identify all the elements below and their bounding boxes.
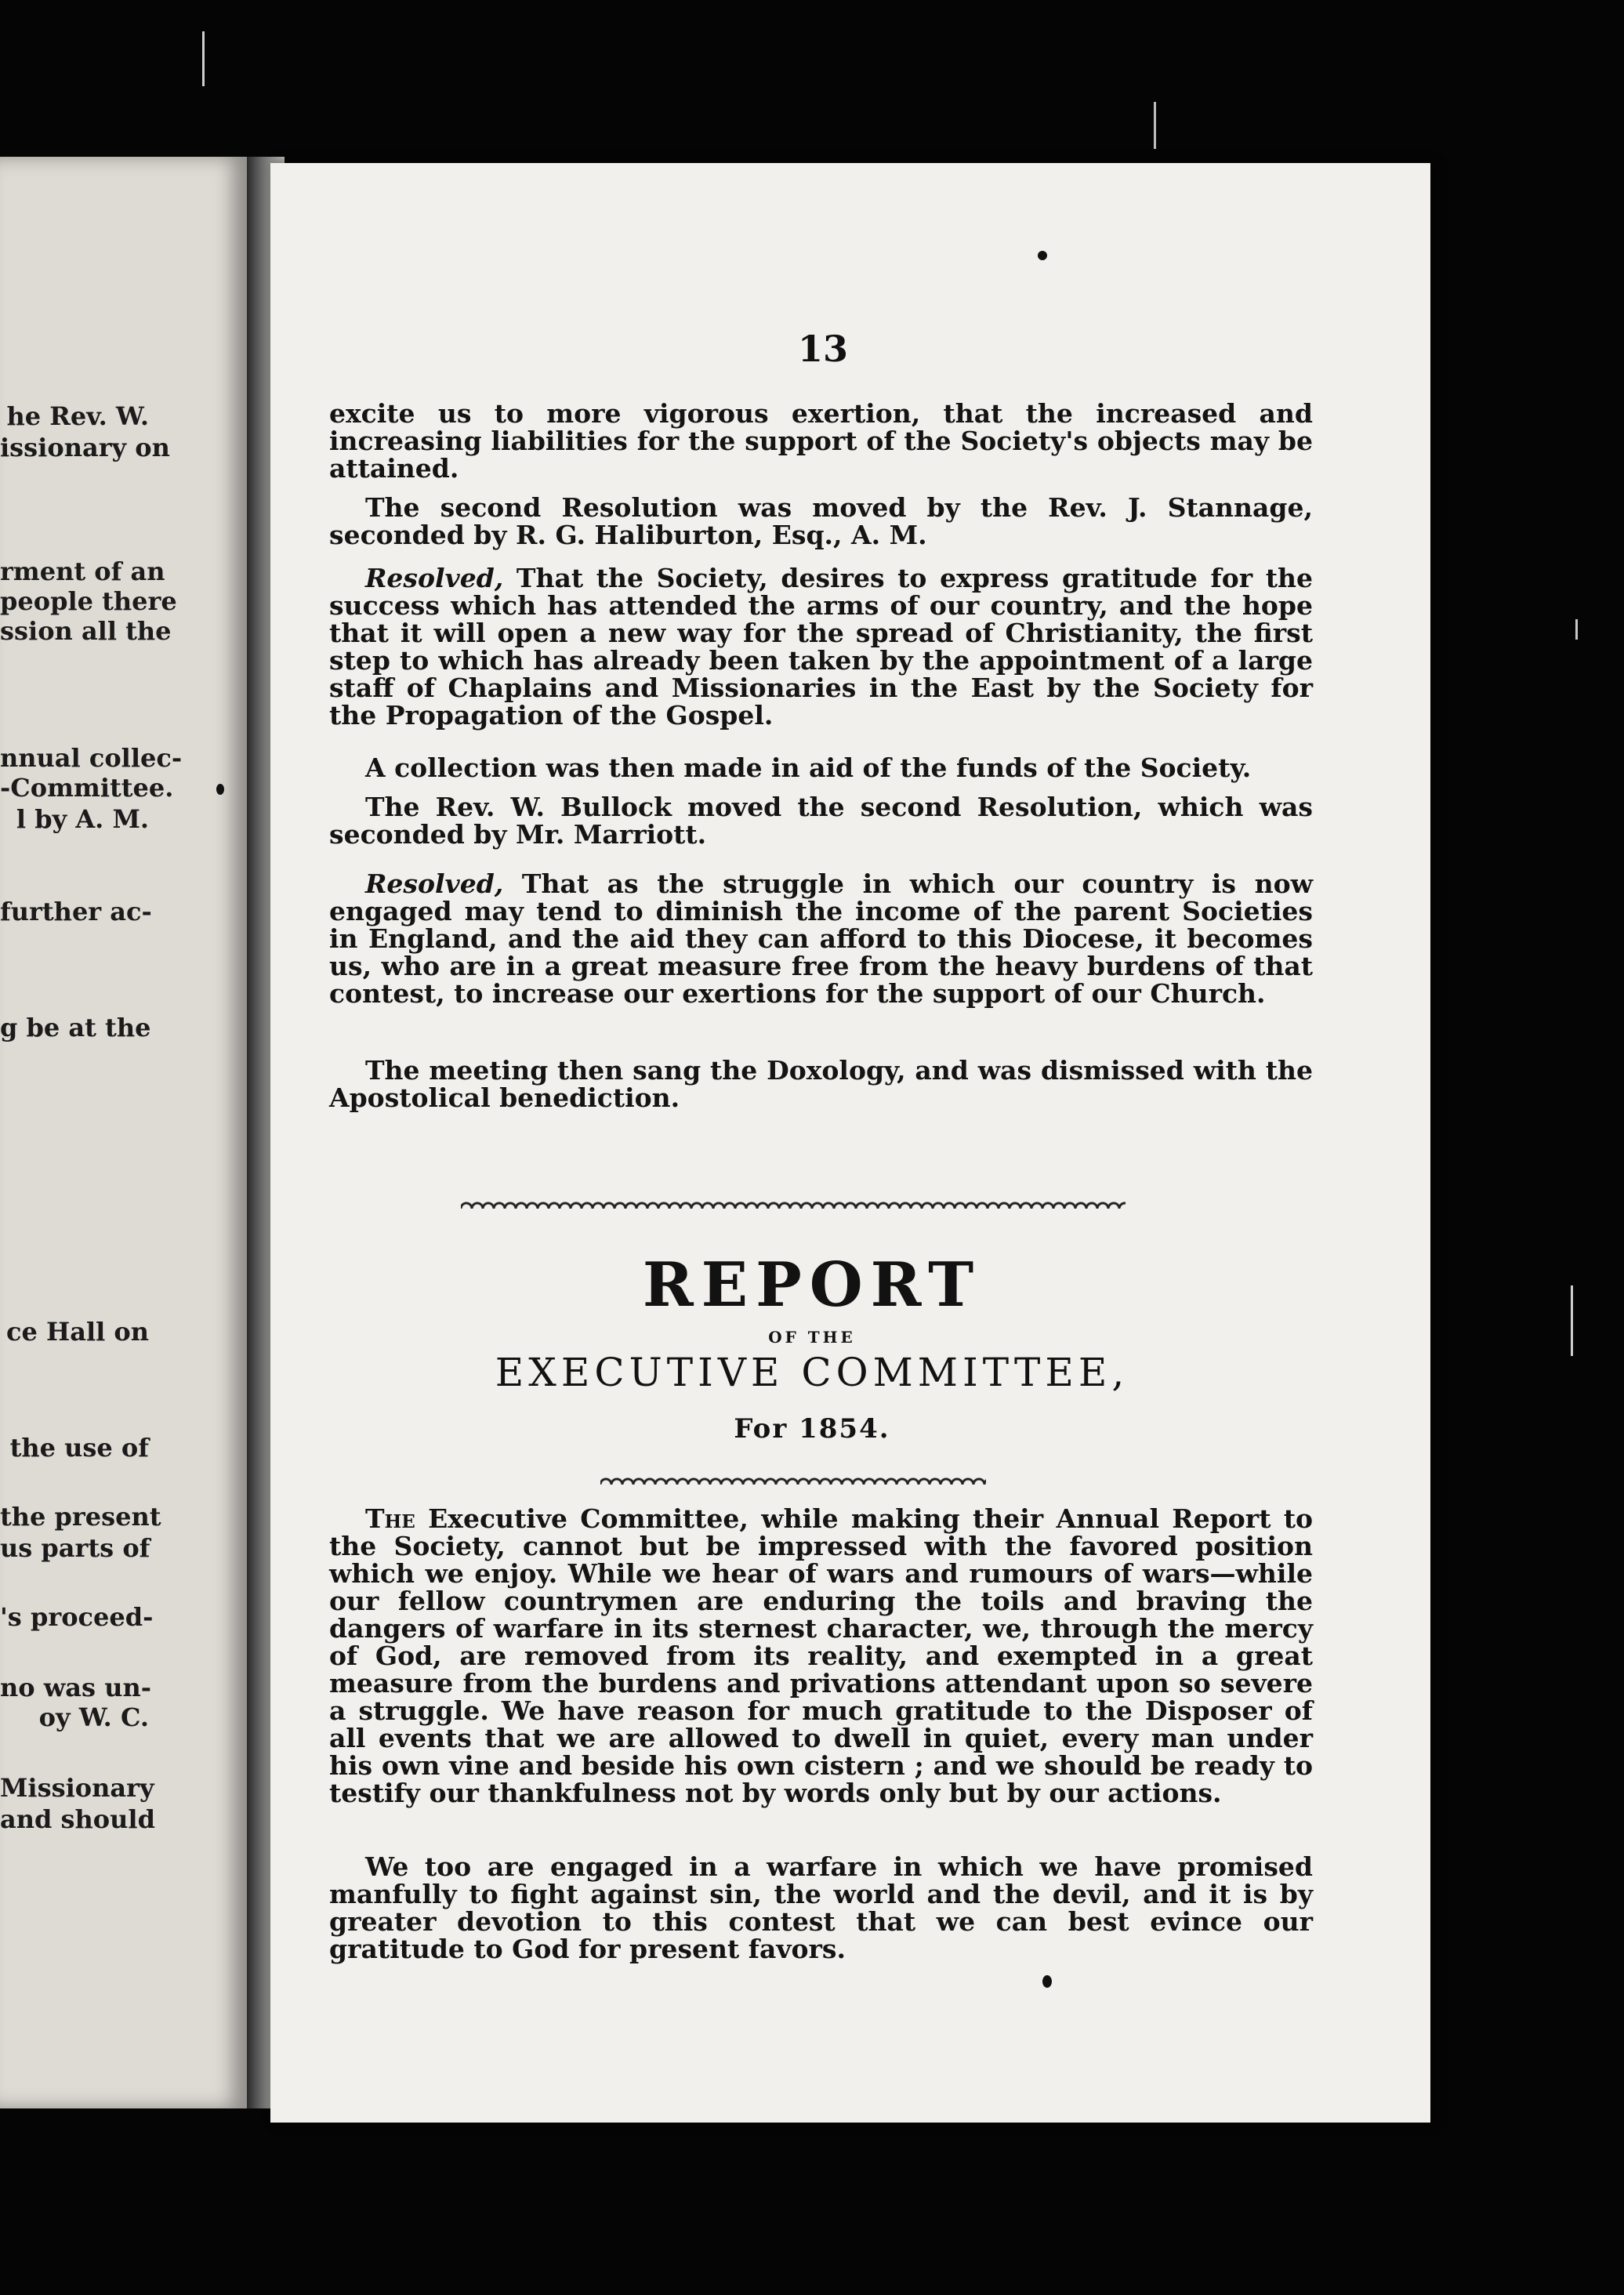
film-speck — [216, 784, 224, 795]
wavy-rule — [461, 1198, 1126, 1209]
report-intro-text: Executive Committee, while making their Annual Report to the Society, cannot but be impressed with the favored position which we enjoy. While we hear of wars and rumours of wars—while our fellow countrymen are enduring the toils and braving the dangers of warfare in its sternest character, we, through the mercy of God, are removed from its reality, and exempted in a great measure from the burdens and privations attendant upon so severe a struggle. We have reason for much gratitude to the Disposer of all events that we are allowed to dwell in quiet, every man under his own vine and beside his own cistern ; and we should be ready to testify our thankfulness not by words only but by our actions. — [329, 1503, 1313, 1808]
committee-heading: EXECUTIVE COMMITTEE, — [495, 1350, 1129, 1395]
paragraph-doxology: The meeting then sang the Doxology, and was dismissed with the Apostolical benediction. — [329, 1055, 1313, 1113]
left-line: ssion all the — [0, 616, 172, 646]
left-line: the present — [0, 1502, 161, 1532]
paragraph-resolved-gratitude — [329, 564, 1313, 729]
report-year: For 1854. — [734, 1413, 890, 1445]
left-line: the use of — [9, 1433, 149, 1463]
film-speck — [1042, 1975, 1052, 1988]
left-line: nnual collec- — [0, 743, 183, 773]
film-scratch — [1154, 102, 1156, 149]
left-line: Missionary — [0, 1773, 154, 1803]
wavy-rule-small — [600, 1474, 986, 1485]
left-line: and should — [0, 1804, 155, 1834]
left-line: no was un- — [0, 1673, 151, 1702]
left-line: us parts of — [0, 1533, 150, 1563]
left-line: -Committee. — [0, 773, 174, 803]
paragraph-second-resolution: The second Resolution was moved by the Rev. J. Stannage, seconded by R. G. Haliburton, Esq., A. M. — [329, 492, 1313, 550]
report-heading: REPORT — [642, 1249, 982, 1321]
left-line: rment of an — [0, 557, 165, 586]
film-speck — [1038, 251, 1047, 260]
facing-page-fragment — [0, 157, 247, 2108]
film-scratch — [202, 31, 205, 86]
film-scratch — [1575, 619, 1578, 640]
left-line: ce Hall on — [5, 1317, 149, 1347]
left-line: g be at the — [0, 1013, 151, 1042]
paragraph-warfare: We too are engaged in a warfare in which we have promised manfully to fight against sin, the world and the devil, and it is by greater devotion to this contest that we can best evince our gratitude to God for present favors. — [329, 1851, 1313, 1964]
left-line: l by A. M. — [16, 804, 149, 834]
paragraph-bullock-resolution: The Rev. W. Bullock moved the second Resolution, which was seconded by Mr. Marriott. — [329, 792, 1313, 850]
paragraph-report-intro — [329, 1505, 1313, 1807]
left-line: 's proceed- — [0, 1602, 154, 1632]
left-line: further ac- — [0, 897, 152, 926]
paragraph-resolved-struggle — [329, 870, 1313, 1007]
left-line: oy W. C. — [38, 1702, 149, 1732]
resolved-label: Resolved, — [365, 563, 504, 593]
film-scratch — [1571, 1285, 1573, 1356]
resolved-text: That as the struggle in which our country is now engaged may tend to diminish the income of the parent Societies in England, and the aid they can afford to this Diocese, it becomes us, who are in a great measure free from the heavy burdens of that contest, to increase our exertions for the support of our Church. — [329, 868, 1313, 1009]
page-number: 13 — [798, 328, 849, 370]
report-subheading-of-the: OF THE — [768, 1328, 856, 1347]
resolved-label: Resolved, — [365, 868, 504, 899]
left-line: he Rev. W. — [6, 401, 149, 431]
left-line: issionary on — [0, 433, 170, 462]
paragraph-continuation: excite us to more vigorous exertion, that the increased and increasing liabilities for the support of the Society's objects may be attained. — [329, 398, 1313, 484]
resolved-text: That the Society, desires to express gratitude for the success which has attended the arms of our country, and the hope that it will open a new way for the spread of Christianity, the first step to which has already been taken by the appointment of a large staff of Chaplains and Missionaries in the East by the Society for the Propagation of the Gospel. — [329, 563, 1313, 731]
paragraph-collection: A collection was then made in aid of the funds of the Society. — [365, 752, 1252, 783]
left-line: people there — [0, 586, 177, 616]
report-lead-word: The — [365, 1503, 415, 1534]
